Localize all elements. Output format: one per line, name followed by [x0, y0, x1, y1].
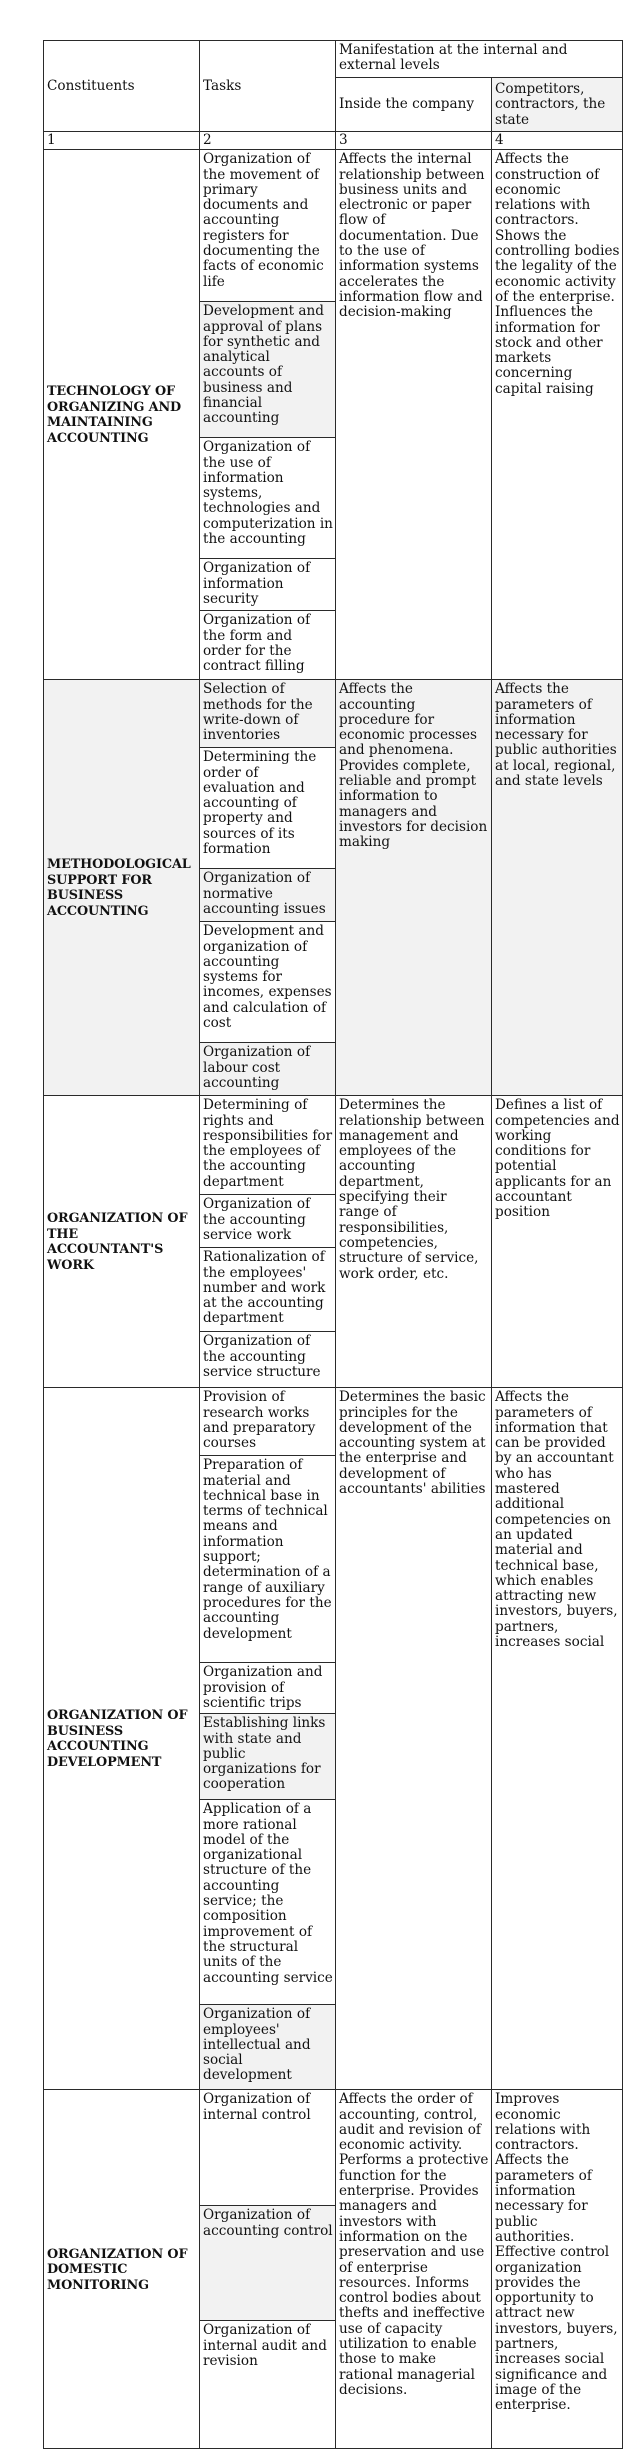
task-cell: Rationalization of the employees' number and work at the accounting department [200, 1248, 336, 1332]
inside-company-cell: Affects the order of accounting, control, audit and revision of economic activity. Performs a protective function for the enterprise. Provides managers and investors with information on the preservation and use of enterprise resources. Informs control bodies about thefts and ineffective use of capacity utilization to enable those to make rational managerial decisions. [336, 2090, 492, 2449]
task-cell: Selection of methods for the write-down of inventories [200, 680, 336, 748]
task-cell: Provision of research works and preparatory courses [200, 1388, 336, 1456]
constituent-label: ORGANIZATION OF DOMESTIC MONITORING [44, 2090, 200, 2449]
header-constituents: Constituents [44, 41, 200, 132]
constituent-label: METHODOLOGICAL SUPPORT FOR BUSINESS ACCOUNTING [44, 680, 200, 1096]
table-row [44, 1096, 623, 1195]
constituent-label: ORGANIZATION OF BUSINESS ACCOUNTING DEVELOPMENT [44, 1388, 200, 2090]
task-cell: Establishing links with state and public organizations for cooperation [200, 1714, 336, 1800]
task-cell: Determining the order of evaluation and accounting of property and sources of its formation [200, 748, 336, 869]
numbering-row [44, 132, 623, 150]
task-cell: Development and organization of accounting systems for incomes, expenses and calculation of cost [200, 922, 336, 1043]
external-level-cell: Improves economic relations with contractors. Affects the parameters of information necessary for public authorities. Effective control organization provides the opportunity to attract new investors, buyers, partners, increases social significance and image of the enterprise. [492, 2090, 623, 2449]
external-level-cell: Affects the construction of economic relations with contractors. Shows the controlling bodies the legality of the economic activity of the enterprise. Influences the information for stock and other markets concerning capital raising [492, 150, 623, 680]
task-cell: Development and approval of plans for synthetic and analytical accounts of business and financial accounting [200, 302, 336, 438]
table-row [44, 2090, 623, 2206]
inside-company-cell: Affects the accounting procedure for economic processes and phenomena. Provides complete, reliable and prompt information to managers and investors for decision making [336, 680, 492, 1096]
column-number: 3 [336, 132, 492, 150]
task-cell: Preparation of material and technical base in terms of technical means and information support; determination of a range of auxiliary procedures for the accounting development [200, 1456, 336, 1663]
external-level-cell: Affects the parameters of information that can be provided by an accountant who has mastered additional competencies on an updated material and technical base, which enables attracting new investors, buyers, partners, increases social [492, 1388, 623, 2090]
inside-company-cell: Determines the basic principles for the development of the accounting system at the enterprise and development of accountants' abilities [336, 1388, 492, 2090]
task-cell: Organization of accounting control [200, 2206, 336, 2321]
inside-company-cell: Affects the internal relationship between business units and electronic or paper flow of documentation. Due to the use of information systems accelerates the information flow and decision-making [336, 150, 492, 680]
task-cell: Determining of rights and responsibilities for the employees of the accounting department [200, 1096, 336, 1195]
column-number: 4 [492, 132, 623, 150]
header-tasks: Tasks [200, 41, 336, 132]
column-number: 1 [44, 132, 200, 150]
header-manifestation: Manifestation at the internal and external levels [336, 41, 623, 78]
constituent-label: ORGANIZATION OF THE ACCOUNTANT'S WORK [44, 1096, 200, 1388]
task-cell: Organization of employees' intellectual and social development [200, 2005, 336, 2090]
task-cell: Organization of internal audit and revision [200, 2321, 336, 2449]
table-row [44, 680, 623, 748]
task-cell: Application of a more rational model of the organizational structure of the accounting service; the composition improvement of the structural units of the accounting service [200, 1800, 336, 2005]
external-level-cell: Affects the parameters of information necessary for public authorities at local, regional, and state levels [492, 680, 623, 1096]
task-cell: Organization of labour cost accounting [200, 1043, 336, 1096]
task-cell: Organization of normative accounting issues [200, 869, 336, 922]
task-cell: Organization of the movement of primary documents and accounting registers for documenting the facts of economic life [200, 150, 336, 302]
constituent-label: TECHNOLOGY OF ORGANIZING AND MAINTAINING ACCOUNTING [44, 150, 200, 680]
header-row [44, 41, 623, 78]
task-cell: Organization of information security [200, 559, 336, 611]
table-row [44, 150, 623, 302]
header-inside: Inside the company [336, 78, 492, 132]
task-cell: Organization of the form and order for the contract filling [200, 611, 336, 680]
organization-table [43, 40, 623, 2449]
task-cell: Organization of the use of information systems, technologies and computerization in the accounting [200, 438, 336, 559]
external-level-cell: Defines a list of competencies and working conditions for potential applicants for an accountant position [492, 1096, 623, 1388]
task-cell: Organization of the accounting service work [200, 1195, 336, 1248]
table-row [44, 1388, 623, 1456]
inside-company-cell: Determines the relationship between management and employees of the accounting department, specifying their range of responsibilities, competencies, structure of service, work order, etc. [336, 1096, 492, 1388]
header-outside: Competitors, contractors, the state [492, 78, 623, 132]
column-number: 2 [200, 132, 336, 150]
task-cell: Organization of internal control [200, 2090, 336, 2206]
task-cell: Organization and provision of scientific trips [200, 1663, 336, 1714]
task-cell: Organization of the accounting service structure [200, 1332, 336, 1388]
